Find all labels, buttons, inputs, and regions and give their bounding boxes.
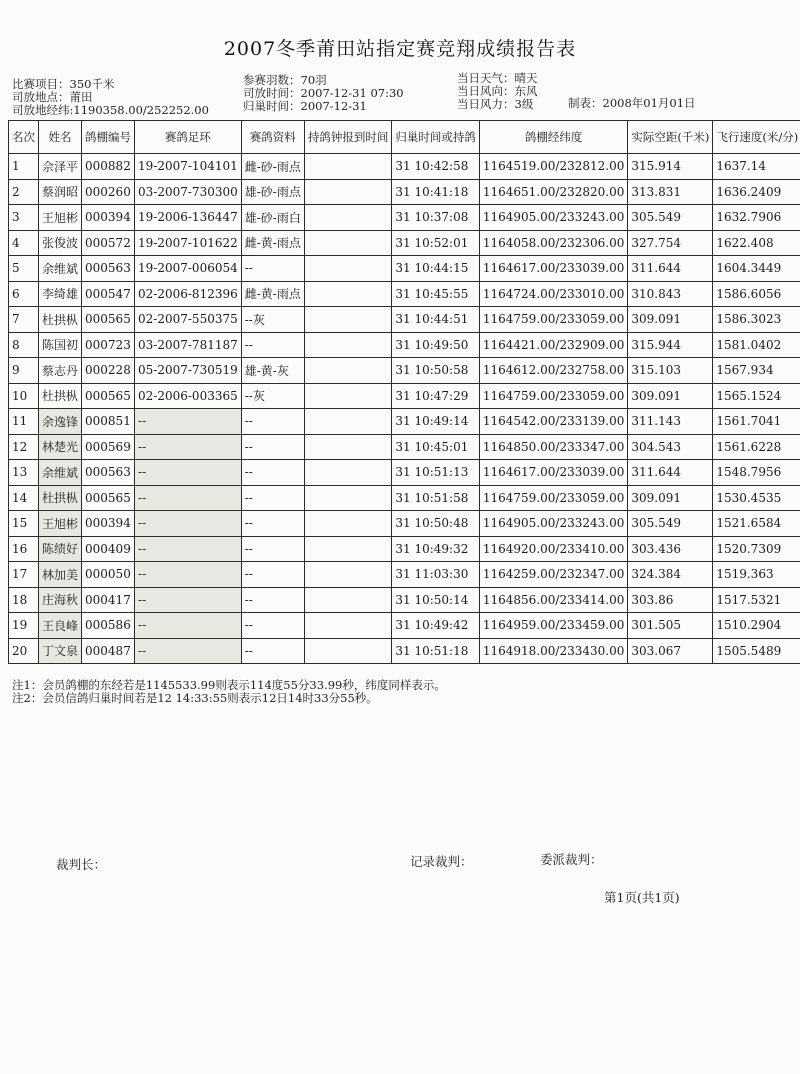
- page-number: 第1页(共1页): [604, 890, 680, 905]
- arrival-time-cell: 31 10:50:58: [392, 358, 480, 384]
- chief-judge-label: 裁判长：: [56, 857, 107, 872]
- name-cell: 杜拱枞: [39, 307, 82, 333]
- pigeon-info-cell: --: [241, 409, 304, 435]
- header-rank: 名次: [9, 121, 39, 154]
- coordinates-cell: 1164259.00/232347.00: [479, 562, 627, 588]
- pigeon-info-cell: --灰: [241, 383, 304, 409]
- arrival-time-cell: 31 10:45:55: [392, 281, 480, 307]
- distance-cell: 304.543: [628, 434, 713, 460]
- speed-cell: 1561.7041: [713, 409, 800, 435]
- table-row: [9, 256, 800, 282]
- report-time-cell: [304, 485, 392, 511]
- rank-cell: 6: [9, 281, 39, 307]
- arrival-time-cell: 31 10:44:15: [392, 256, 480, 282]
- pigeon-info-cell: 雌-砂-雨点: [241, 154, 304, 180]
- rank-cell: 11: [9, 409, 39, 435]
- distance-cell: 315.103: [628, 358, 713, 384]
- arrival-time-cell: 31 10:51:58: [392, 485, 480, 511]
- coordinates-cell: 1164617.00/233039.00: [479, 256, 627, 282]
- name-cell: 佘泽平: [39, 154, 82, 180]
- table-row: [9, 485, 800, 511]
- table-row: [9, 511, 800, 537]
- report-time-cell: [304, 230, 392, 256]
- coordinates-cell: 1164617.00/233039.00: [479, 460, 627, 486]
- speed-cell: 1530.4535: [713, 485, 800, 511]
- ring-number-cell: --: [135, 511, 242, 537]
- pigeon-info-cell: 雌-黄-雨点: [241, 230, 304, 256]
- distance-cell: 301.505: [628, 613, 713, 639]
- report-time-cell: [304, 460, 392, 486]
- loft-id-cell: 000547: [82, 281, 135, 307]
- weather: 当日天气：晴天: [457, 71, 538, 85]
- table-row: [9, 536, 800, 562]
- collect-time: 归巢时间：2007-12-31: [243, 99, 367, 113]
- report-time-cell: [304, 536, 392, 562]
- recorder-judge-label: 记录裁判：: [410, 854, 473, 869]
- name-cell: 张俊波: [39, 230, 82, 256]
- name-cell: 陈绩好: [39, 536, 82, 562]
- speed-cell: 1510.2904: [713, 613, 800, 639]
- rank-cell: 10: [9, 383, 39, 409]
- ring-number-cell: 19-2007-101622: [135, 230, 242, 256]
- pigeon-info-cell: 雄-黄-灰: [241, 358, 304, 384]
- ring-number-cell: --: [135, 587, 242, 613]
- rank-cell: 4: [9, 230, 39, 256]
- table-row: [9, 154, 800, 180]
- coordinates-cell: 1164759.00/233059.00: [479, 307, 627, 333]
- speed-cell: 1636.2409: [713, 179, 800, 205]
- coordinates-cell: 1164058.00/232306.00: [479, 230, 627, 256]
- rank-cell: 17: [9, 562, 39, 588]
- coordinates-cell: 1164905.00/233243.00: [479, 205, 627, 231]
- speed-cell: 1581.0402: [713, 332, 800, 358]
- loft-id-cell: 000409: [82, 536, 135, 562]
- loft-id-cell: 000882: [82, 154, 135, 180]
- made-date: 制表：2008年01月01日: [568, 96, 696, 110]
- report-time-cell: [304, 638, 392, 664]
- table-row: [9, 638, 800, 664]
- distance-cell: 303.86: [628, 587, 713, 613]
- distance-cell: 327.754: [628, 230, 713, 256]
- pigeon-info-cell: --: [241, 536, 304, 562]
- pigeon-info-cell: --: [241, 587, 304, 613]
- speed-cell: 1565.1524: [713, 383, 800, 409]
- name-cell: 李绮雄: [39, 281, 82, 307]
- speed-cell: 1637.14: [713, 154, 800, 180]
- results-table: [8, 120, 800, 664]
- pigeon-info-cell: 雄-砂-雨白: [241, 205, 304, 231]
- ring-number-cell: 19-2007-104101: [135, 154, 242, 180]
- loft-id-cell: 000565: [82, 307, 135, 333]
- footnote-1: 注1：会员鸽棚的东经若是1145533.99则表示114度55分33.99秒，纬度同样表示。: [12, 678, 446, 692]
- table-row: [9, 434, 800, 460]
- speed-cell: 1505.5489: [713, 638, 800, 664]
- speed-cell: 1586.3023: [713, 307, 800, 333]
- delegate-judge-label: 委派裁判：: [540, 852, 603, 867]
- name-cell: 余逸锋: [39, 409, 82, 435]
- speed-cell: 1519.363: [713, 562, 800, 588]
- speed-cell: 1632.7906: [713, 205, 800, 231]
- coordinates-cell: 1164918.00/233430.00: [479, 638, 627, 664]
- name-cell: 王良峰: [39, 613, 82, 639]
- rank-cell: 12: [9, 434, 39, 460]
- ring-number-cell: --: [135, 613, 242, 639]
- report-time-cell: [304, 205, 392, 231]
- ring-number-cell: 02-2007-550375: [135, 307, 242, 333]
- distance-cell: 310.843: [628, 281, 713, 307]
- arrival-time-cell: 31 10:44:51: [392, 307, 480, 333]
- report-time-cell: [304, 154, 392, 180]
- distance-cell: 315.944: [628, 332, 713, 358]
- table-row: [9, 587, 800, 613]
- coordinates-cell: 1164612.00/232758.00: [479, 358, 627, 384]
- pigeon-info-cell: --灰: [241, 307, 304, 333]
- coordinates-cell: 1164724.00/233010.00: [479, 281, 627, 307]
- pigeon-info-cell: 雌-黄-雨点: [241, 281, 304, 307]
- distance-cell: 309.091: [628, 485, 713, 511]
- speed-cell: 1561.6228: [713, 434, 800, 460]
- loft-id-cell: 000565: [82, 485, 135, 511]
- pigeon-info-cell: 雄-砂-雨点: [241, 179, 304, 205]
- coordinates-cell: 1164759.00/233059.00: [479, 383, 627, 409]
- report-time-cell: [304, 358, 392, 384]
- table-row: [9, 205, 800, 231]
- arrival-time-cell: 31 10:49:14: [392, 409, 480, 435]
- table-row: [9, 383, 800, 409]
- ring-number-cell: --: [135, 434, 242, 460]
- pigeon-info-cell: --: [241, 485, 304, 511]
- coordinates-cell: 1164905.00/233243.00: [479, 511, 627, 537]
- arrival-time-cell: 31 10:52:01: [392, 230, 480, 256]
- name-cell: 杜拱枞: [39, 485, 82, 511]
- rank-cell: 2: [9, 179, 39, 205]
- name-cell: 林楚光: [39, 434, 82, 460]
- name-cell: 杜拱枞: [39, 383, 82, 409]
- header-coordinates: 鸽棚经纬度: [479, 121, 627, 154]
- coordinates-cell: 1164519.00/232812.00: [479, 154, 627, 180]
- distance-cell: 309.091: [628, 383, 713, 409]
- table-row: [9, 409, 800, 435]
- name-cell: 王旭彬: [39, 511, 82, 537]
- ring-number-cell: 03-2007-730300: [135, 179, 242, 205]
- distance-cell: 305.549: [628, 511, 713, 537]
- rank-cell: 7: [9, 307, 39, 333]
- speed-cell: 1586.6056: [713, 281, 800, 307]
- pigeon-info-cell: --: [241, 460, 304, 486]
- ring-number-cell: 19-2007-006054: [135, 256, 242, 282]
- name-cell: 林加美: [39, 562, 82, 588]
- report-time-cell: [304, 332, 392, 358]
- ring-number-cell: --: [135, 485, 242, 511]
- arrival-time-cell: 31 10:37:08: [392, 205, 480, 231]
- name-cell: 王旭彬: [39, 205, 82, 231]
- release-coordinates: 司放地经纬:1190358.00/252252.00: [12, 103, 209, 117]
- distance-cell: 305.549: [628, 205, 713, 231]
- table-row: [9, 230, 800, 256]
- pigeon-info-cell: --: [241, 613, 304, 639]
- name-cell: 蔡志丹: [39, 358, 82, 384]
- ring-number-cell: --: [135, 638, 242, 664]
- name-cell: 余维斌: [39, 460, 82, 486]
- speed-cell: 1521.6584: [713, 511, 800, 537]
- name-cell: 陈国初: [39, 332, 82, 358]
- release-time: 司放时间：2007-12-31 07:30: [243, 86, 404, 100]
- rank-cell: 20: [9, 638, 39, 664]
- rank-cell: 18: [9, 587, 39, 613]
- ring-number-cell: --: [135, 460, 242, 486]
- header-arrival: 归巢时间或持鸽: [392, 121, 480, 154]
- event-distance: 比赛项目：350千米: [12, 77, 115, 91]
- loft-id-cell: 000569: [82, 434, 135, 460]
- ring-number-cell: --: [135, 409, 242, 435]
- arrival-time-cell: 31 10:50:14: [392, 587, 480, 613]
- table-row: [9, 358, 800, 384]
- speed-cell: 1604.3449: [713, 256, 800, 282]
- rank-cell: 13: [9, 460, 39, 486]
- distance-cell: 313.831: [628, 179, 713, 205]
- table-row: [9, 281, 800, 307]
- pigeon-info-cell: --: [241, 256, 304, 282]
- ring-number-cell: 19-2006-136447: [135, 205, 242, 231]
- rank-cell: 5: [9, 256, 39, 282]
- ring-number-cell: 02-2006-812396: [135, 281, 242, 307]
- arrival-time-cell: 31 10:49:50: [392, 332, 480, 358]
- header-info: 赛鸽资料: [241, 121, 304, 154]
- table-row: [9, 613, 800, 639]
- loft-id-cell: 000260: [82, 179, 135, 205]
- report-time-cell: [304, 587, 392, 613]
- name-cell: 庄海秋: [39, 587, 82, 613]
- loft-id-cell: 000563: [82, 256, 135, 282]
- coordinates-cell: 1164920.00/233410.00: [479, 536, 627, 562]
- speed-cell: 1517.5321: [713, 587, 800, 613]
- loft-id-cell: 000586: [82, 613, 135, 639]
- header-loft: 鸽棚编号: [82, 121, 135, 154]
- report-title: 2007冬季莆田站指定赛竞翔成绩报告表: [223, 38, 577, 60]
- coordinates-cell: 1164759.00/233059.00: [479, 485, 627, 511]
- pigeon-info-cell: --: [241, 511, 304, 537]
- coordinates-cell: 1164856.00/233414.00: [479, 587, 627, 613]
- table-header-row: [9, 121, 800, 154]
- wind-force: 当日风力：3级: [457, 97, 534, 111]
- header-report-time: 持鸽钟报到时间: [304, 121, 392, 154]
- footnotes: [12, 679, 446, 705]
- rank-cell: 14: [9, 485, 39, 511]
- distance-cell: 303.067: [628, 638, 713, 664]
- loft-id-cell: 000487: [82, 638, 135, 664]
- arrival-time-cell: 31 10:50:48: [392, 511, 480, 537]
- header-distance: 实际空距(千米): [628, 121, 713, 154]
- report-time-cell: [304, 256, 392, 282]
- loft-id-cell: 000394: [82, 511, 135, 537]
- arrival-time-cell: 31 10:45:01: [392, 434, 480, 460]
- speed-cell: 1520.7309: [713, 536, 800, 562]
- table-row: [9, 307, 800, 333]
- arrival-time-cell: 31 10:49:42: [392, 613, 480, 639]
- loft-id-cell: 000563: [82, 460, 135, 486]
- report-time-cell: [304, 383, 392, 409]
- report-time-cell: [304, 281, 392, 307]
- distance-cell: 311.644: [628, 256, 713, 282]
- coordinates-cell: 1164850.00/233347.00: [479, 434, 627, 460]
- name-cell: 蔡润昭: [39, 179, 82, 205]
- speed-cell: 1548.7956: [713, 460, 800, 486]
- report-time-cell: [304, 613, 392, 639]
- table-row: [9, 562, 800, 588]
- arrival-time-cell: 31 10:49:32: [392, 536, 480, 562]
- header-name: 姓名: [39, 121, 82, 154]
- footnote-2: 注2：会员信鸽归巢时间若是12 14:33:55则表示12日14时33分55秒。: [12, 691, 378, 705]
- coordinates-cell: 1164959.00/233459.00: [479, 613, 627, 639]
- report-time-cell: [304, 409, 392, 435]
- rank-cell: 3: [9, 205, 39, 231]
- pigeon-info-cell: --: [241, 638, 304, 664]
- arrival-time-cell: 31 10:51:18: [392, 638, 480, 664]
- report-time-cell: [304, 562, 392, 588]
- pigeon-info-cell: --: [241, 562, 304, 588]
- entries-count: 参赛羽数：70羽: [243, 73, 327, 87]
- loft-id-cell: 000572: [82, 230, 135, 256]
- distance-cell: 311.143: [628, 409, 713, 435]
- rank-cell: 8: [9, 332, 39, 358]
- table-row: [9, 460, 800, 486]
- name-cell: 余维斌: [39, 256, 82, 282]
- loft-id-cell: 000394: [82, 205, 135, 231]
- release-place: 司放地点：莆田: [12, 90, 93, 104]
- report-time-cell: [304, 307, 392, 333]
- table-row: [9, 332, 800, 358]
- wind-direction: 当日风向：东风: [457, 84, 538, 98]
- speed-cell: 1567.934: [713, 358, 800, 384]
- loft-id-cell: 000723: [82, 332, 135, 358]
- arrival-time-cell: 31 10:51:13: [392, 460, 480, 486]
- rank-cell: 19: [9, 613, 39, 639]
- rank-cell: 1: [9, 154, 39, 180]
- ring-number-cell: --: [135, 562, 242, 588]
- distance-cell: 303.436: [628, 536, 713, 562]
- loft-id-cell: 000417: [82, 587, 135, 613]
- rank-cell: 16: [9, 536, 39, 562]
- header-speed: 飞行速度(米/分): [713, 121, 800, 154]
- arrival-time-cell: 31 11:03:30: [392, 562, 480, 588]
- pigeon-info-cell: --: [241, 332, 304, 358]
- report-time-cell: [304, 434, 392, 460]
- distance-cell: 324.384: [628, 562, 713, 588]
- arrival-time-cell: 31 10:47:29: [392, 383, 480, 409]
- speed-cell: 1622.408: [713, 230, 800, 256]
- ring-number-cell: 02-2006-003365: [135, 383, 242, 409]
- coordinates-cell: 1164542.00/233139.00: [479, 409, 627, 435]
- rank-cell: 9: [9, 358, 39, 384]
- table-row: [9, 179, 800, 205]
- arrival-time-cell: 31 10:41:18: [392, 179, 480, 205]
- coordinates-cell: 1164651.00/232820.00: [479, 179, 627, 205]
- name-cell: 丁文泉: [39, 638, 82, 664]
- report-time-cell: [304, 179, 392, 205]
- ring-number-cell: --: [135, 536, 242, 562]
- distance-cell: 309.091: [628, 307, 713, 333]
- ring-number-cell: 05-2007-730519: [135, 358, 242, 384]
- distance-cell: 311.644: [628, 460, 713, 486]
- arrival-time-cell: 31 10:42:58: [392, 154, 480, 180]
- distance-cell: 315.914: [628, 154, 713, 180]
- loft-id-cell: 000565: [82, 383, 135, 409]
- ring-number-cell: 03-2007-781187: [135, 332, 242, 358]
- header-ring: 赛鸽足环: [135, 121, 242, 154]
- loft-id-cell: 000228: [82, 358, 135, 384]
- loft-id-cell: 000050: [82, 562, 135, 588]
- coordinates-cell: 1164421.00/232909.00: [479, 332, 627, 358]
- loft-id-cell: 000851: [82, 409, 135, 435]
- rank-cell: 15: [9, 511, 39, 537]
- report-time-cell: [304, 511, 392, 537]
- pigeon-info-cell: --: [241, 434, 304, 460]
